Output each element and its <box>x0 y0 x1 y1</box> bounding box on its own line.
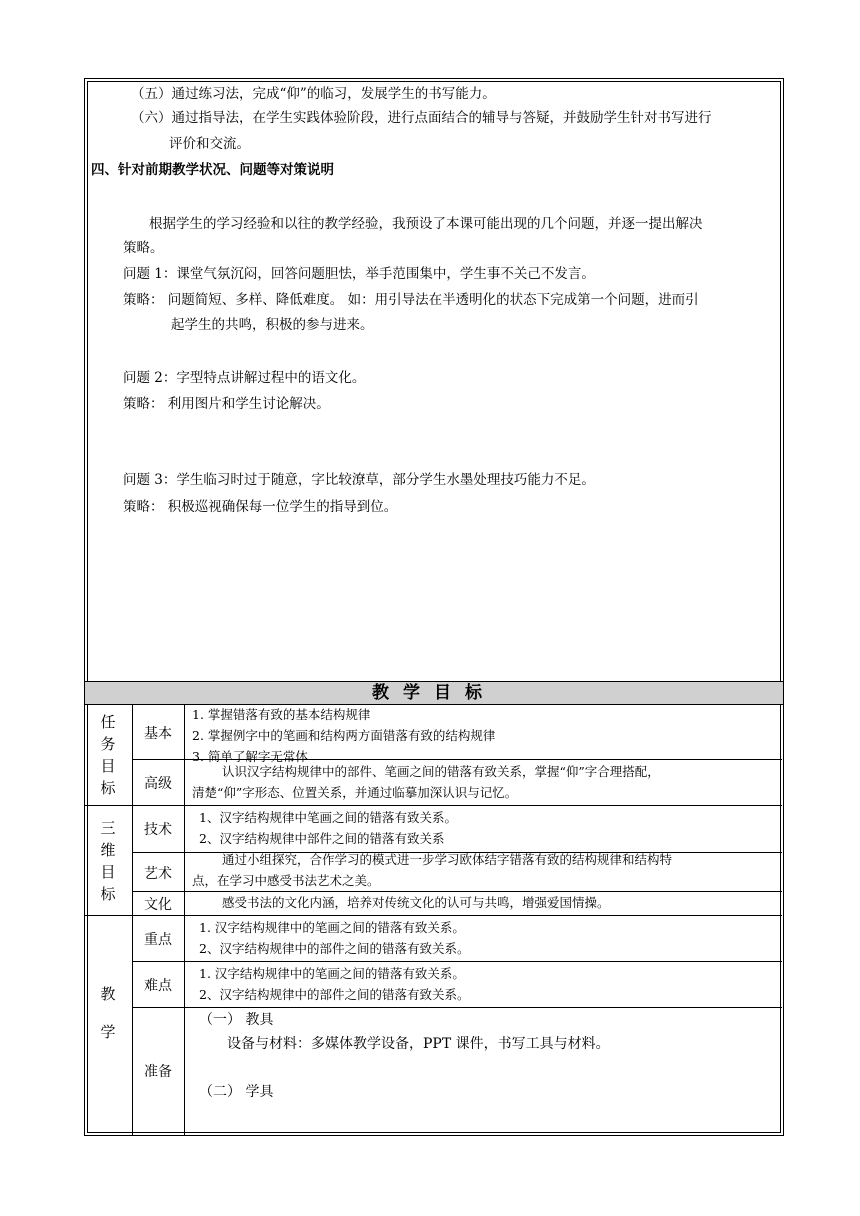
cell-basic <box>192 704 495 767</box>
cat-char: 维 <box>100 841 116 859</box>
section4-heading: 四、针对前期教学状况、问题等对策说明 <box>91 162 334 178</box>
cat-char: 三 <box>100 819 116 837</box>
problem-3: 问题 3：学生临习时过于随意，字比较潦草，部分学生水墨处理技巧能力不足。 <box>123 472 595 488</box>
cell-preparation <box>199 1009 610 1103</box>
basic-line: 3. 简单了解字无常体 <box>192 749 308 764</box>
category-3d-objectives <box>85 817 131 905</box>
category-teaching <box>85 981 131 1045</box>
category-task-objectives <box>85 711 131 799</box>
cat-char: 标 <box>100 779 116 797</box>
strategy-2: 策略： 利用图片和学生讨论解决。 <box>123 396 330 412</box>
prep-equipment: 设备与材料：多媒体教学设备，PPT 课件，书写工具与材料。 <box>227 1036 610 1052</box>
intro-line-1: 根据学生的学习经验和以往的教学经验，我预设了本课可能出现的几个问题，并逐一提出解决 <box>149 216 703 232</box>
col-divider-2 <box>184 705 185 1135</box>
key-line: 2、汉字结构规律中的部件之间的错落有致关系。 <box>199 941 470 956</box>
text-line-6: （六）通过指导法，在学生实践体验阶段，进行点面结合的辅导与答疑，并鼓励学生针对书写进行 <box>131 110 712 126</box>
cat-spacer <box>85 1007 131 1019</box>
tech-line: 1、汉字结构规律中笔画之间的错落有致关系。 <box>199 810 457 825</box>
key-line: 1. 汉字结构规律中的笔画之间的错落有致关系。 <box>199 920 465 935</box>
group-rule <box>85 915 782 916</box>
strategy-1-line-2: 起学生的共鸣，积极的参与进来。 <box>171 317 374 333</box>
art-line: 通过小组探究，合作学习的模式进一步学习欧体结字错落有致的结构规律和结构特 <box>222 852 673 867</box>
cell-advanced <box>192 761 776 803</box>
cell-difficulty <box>199 963 469 1005</box>
problem-1: 问题 1：课堂气氛沉闷，回答问题胆怯，举手范围集中，学生事不关己不发言。 <box>123 266 595 282</box>
cat-char: 务 <box>100 735 116 753</box>
cat-char: 教 <box>100 985 116 1003</box>
cat-char: 学 <box>100 1023 116 1041</box>
label-advanced: 高级 <box>144 776 172 792</box>
text-line-6-cont: 评价和交流。 <box>169 136 250 152</box>
basic-line: 1. 掌握错落有致的基本结构规律 <box>192 707 371 722</box>
label-technique: 技术 <box>144 822 172 838</box>
advanced-line: 清楚“仰”字形态、位置关系，并通过临摹加深认识与记忆。 <box>192 785 518 800</box>
advanced-line: 认识汉字结构规律中的部件、笔画之间的错落有致关系，掌握“仰”字合理搭配， <box>222 764 660 779</box>
cat-char: 目 <box>100 757 116 775</box>
cat-char: 目 <box>100 863 116 881</box>
tech-line: 2、汉字结构规律中部件之间的错落有致关系 <box>199 831 445 846</box>
strategy-3: 策略： 积极巡视确保每一位学生的指导到位。 <box>123 499 398 515</box>
label-preparation: 准备 <box>144 1064 172 1080</box>
cell-culture <box>192 892 776 913</box>
intro-line-2: 策略。 <box>123 240 164 256</box>
prep-learning-aids: （二） 学具 <box>199 1084 274 1100</box>
section-strategies <box>85 79 783 681</box>
cat-char: 标 <box>100 885 116 903</box>
basic-line: 2. 掌握例字中的笔画和结构两方面错落有致的结构规律 <box>192 728 496 743</box>
text-line-5: （五）通过练习法，完成“仰”的临习，发展学生的书写能力。 <box>131 86 496 102</box>
objectives-band-title: 教学目标 <box>85 681 783 705</box>
label-art: 艺术 <box>144 866 172 882</box>
cell-art <box>192 849 776 891</box>
difficulty-line: 2、汉字结构规律中的部件之间的错落有致关系。 <box>199 987 470 1002</box>
document-frame <box>84 78 784 1136</box>
prep-teaching-aids: （一） 教具 <box>199 1012 274 1028</box>
cat-char: 任 <box>100 713 116 731</box>
group-rule <box>85 805 782 806</box>
cell-key-point <box>199 917 469 959</box>
label-difficulty: 难点 <box>144 978 172 994</box>
strategy-1-line-1: 策略： 问题简短、多样、降低难度。 如：用引导法在半透明化的状态下完成第一个问题，进而引 <box>123 292 699 308</box>
culture-line: 感受书法的文化内涵，培养对传统文化的认可与共鸣，增强爱国情操。 <box>222 895 610 910</box>
difficulty-line: 1. 汉字结构规律中的笔画之间的错落有致关系。 <box>199 966 465 981</box>
row-rule <box>132 961 782 962</box>
problem-2: 问题 2：字型特点讲解过程中的语文化。 <box>123 370 366 386</box>
label-key-point: 重点 <box>144 932 172 948</box>
label-basic: 基本 <box>144 726 172 742</box>
cell-technique <box>199 807 457 849</box>
label-culture: 文化 <box>144 897 172 913</box>
row-rule <box>132 1007 782 1008</box>
art-line: 点，在学习中感受书法艺术之美。 <box>192 873 380 888</box>
